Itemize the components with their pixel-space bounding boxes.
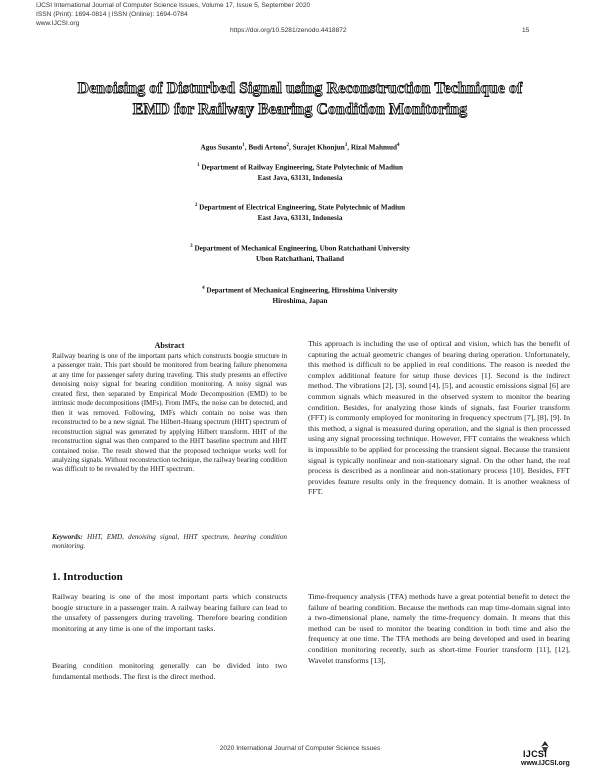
paper-title [40,78,560,120]
affiliation [60,284,540,306]
logo-url[interactable]: www.IJCSI.org [521,760,570,767]
affil-mark: 4 [202,286,205,291]
journal-line: IJCSI International Journal of Computer Science Issues, Volume 17, Issue 5, September 2020 [36,2,311,9]
affil-line: Ubon Ratchathani, Thailand [256,254,344,263]
author-name: Budi Artono [248,143,287,152]
paragraph: This approach is including the use of optical and vision, which has the benefit of capturing the actual geometric changes of bearing during operation. Unfortunately, this method is difficult to be applied in real conditions. The reason is needed the complex additional feature for setup those devices [1]. Second is the indirect method. The vibrations [2], [3], sound [4], [5], and acoustic emissions signal [6] are common signals which measured in the observed system to monitor the bearing condition. Besides, for analyzing those kinds of signals, fast Fourier transform (FFT) is commonly employed for monitoring in frequency spectrum [7], [8], [9]. In this method, a signal is measured during operation, and the signal is then processed using any signal processing technique. However, FFT contains the weakness which is impossible to be applied for processing the transient signal. Because the transient signal is typically nonlinear and non-stationary signal. On the other hand, the real process is described as a nonlinear and non-stationary process [10]. Besides, FFT provides feature results only in the frequency domain. It is another weakness of FFT. [308,339,570,497]
affil-line: East Java, 63131, Indonesia [257,213,343,222]
affil-line: Department of Mechanical Engineering, Ubon Ratchathani University [194,244,410,253]
author-affil-mark: 4 [396,143,400,148]
website-link[interactable]: www.IJCSI.org [36,20,80,27]
author-list: Agus Susanto$^1$, Budi Artono$^2$, Surajet Khonjun$^3$, Rizal Mahmud$^4$ [200,143,400,152]
footer-text: 2020 International Journal of Computer Science Issues [219,745,381,752]
logo-text: IJCSI [523,749,548,759]
affil-line: East Java, 63131, Indonesia [257,173,343,182]
doi-link[interactable]: https://doi.org/10.5281/zenodo.4418872 [230,27,347,34]
keywords-text: HHT, EMD, denoising signal, HHT spectrum, bearing condition monitoring. [52,533,287,551]
keywords-label: Keywords: [52,533,83,541]
abstract-heading: Abstract [154,341,185,350]
affil-line: Hiroshima, Japan [272,296,328,305]
author-name: Surajet Khonjun [292,143,345,152]
author-name: Rizal Mahmud [350,143,397,152]
author-affil-mark: 3 [344,143,348,148]
paragraph: Railway bearing is one of the most important parts which constructs boogie structure in a passenger train. A railway bearing failure can lead to the unsafety of passengers during traveling. Therefore bearing condition monitoring at any time is one of the important tasks. [52,592,287,633]
page-number: 15 [522,27,530,34]
title-line: EMD for Railway Bearing Condition Monitoring [132,101,468,118]
issn-line: ISSN (Print): 1694-0814 | ISSN (Online): 1694-0784 [36,11,188,18]
keywords [52,533,287,552]
affil-line: Department of Mechanical Engineering, Hiroshima University [206,286,398,295]
abstract-body: Railway bearing is one of the important parts which constructs boogie structure in a passenger train. This part should be monitored from bearing failure phenomena at any time for passenger safety during traveling. This study presents an effective denoising noisy signal for bearing condition monitoring. A noisy signal was created first, then separated by Empirical Mode Decomposition (EMD) to be intrinsic mode decompositions (IMFs). From IMFs, the noise can be detected, and then it was removed. Following, IMFs which contain no noise was then reconstructed to be a new signal. The Hilbert-Huang spectrum (HHT) spectrum of reconstruction signal was generated by applying Hilbert transform. HHT of the reconstruction signal was then compared to the HHT baseline spectrum and HHT contained noise. The result showed that the proposed technique works well for analyzing signals. Without reconstruction technique, the railway bearing condition was difficult to be revealed by the HHT spectrum. [52,352,287,474]
affil-mark: 3 [190,244,193,249]
title-line: Denoising of Disturbed Signal using Reconstruction Technique of [77,80,523,97]
affil-mark: 2 [194,203,198,208]
paragraph: Time-frequency analysis (TFA) methods have a great potential benefit to detect the failure of bearing condition. Because the methods can map time-domain signal into a two-dimensional plane, namely the time-frequency domain. It means that this method can be used to monitor the bearing condition in both time and also the frequency at one time. The TFA methods are being developed and used in bearing condition monitoring recently, such as short-time Fourier transform [11], [12], Wavelet transforms [13], [308,592,570,665]
affil-line: Department of Electrical Engineering, State Polytechnic of Madiun [199,203,406,212]
author-name: Agus Susanto [200,143,243,152]
affiliation [60,242,540,264]
affiliation [60,161,540,183]
section-heading: 1. Introduction [52,571,123,583]
author-affil-mark: 2 [286,143,290,148]
affil-mark: 1 [197,163,200,168]
affiliation [60,201,540,223]
paragraph: Bearing condition monitoring generally can be divided into two fundamental methods. The first is the direct method. [52,661,287,681]
author-affil-mark: 1 [242,143,245,148]
affil-line: Department of Railway Engineering, State Polytechnic of Madiun [201,163,403,172]
